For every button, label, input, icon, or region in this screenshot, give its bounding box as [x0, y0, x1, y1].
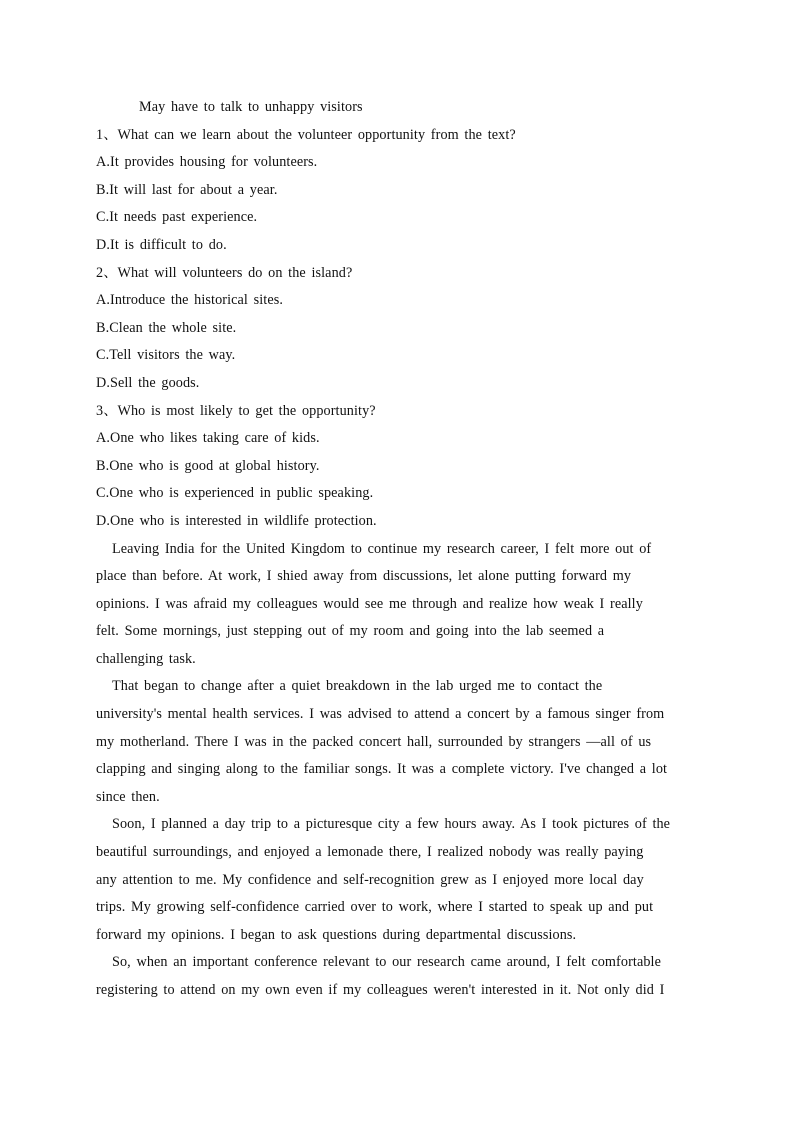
option-b: B.It will last for about a year. [96, 181, 278, 198]
option-c: C.Tell visitors the way. [96, 347, 236, 364]
option-d: D.It is difficult to do. [96, 236, 227, 253]
passage-line: my motherland. There I was in the packed concert hall, surrounded by strangers —all of us [96, 733, 652, 750]
option-c: C.One who is experienced in public speaking. [96, 485, 374, 502]
option-a: A.Introduce the historical sites. [96, 292, 283, 309]
passage-line: university's mental health services. I was advised to attend a concert by a famous singer from [96, 706, 665, 723]
passage-line: any attention to me. My confidence and self-recognition grew as I enjoyed more local day [96, 871, 644, 888]
passage-line: trips. My growing self-confidence carried over to work, where I started to speak up and put [96, 899, 654, 916]
passage-line: opinions. I was afraid my colleagues would see me through and realize how weak I really [96, 595, 643, 612]
passage-line: That began to change after a quiet breakdown in the lab urged me to contact the [112, 678, 603, 695]
option-b: B.One who is good at global history. [96, 457, 320, 474]
passage-line: So, when an important conference relevant to our research came around, I felt comfortable [112, 954, 661, 971]
passage-line: since then. [96, 788, 160, 805]
question-stem: 3、Who is most likely to get the opportunity? [96, 402, 376, 419]
option-b: B.Clean the whole site. [96, 319, 237, 336]
passage-paragraph-2 [96, 673, 696, 811]
passage-line: place than before. At work, I shied away from discussions, let alone putting forward my [96, 568, 632, 585]
question-stem: 2、What will volunteers do on the island? [96, 264, 353, 281]
passage-line: beautiful surroundings, and enjoyed a lemonade there, I realized nobody was really paying [96, 844, 644, 861]
passage-line: registering to attend on my own even if my colleagues weren't interested in it. Not only did I [96, 982, 665, 998]
document-page [96, 94, 696, 1005]
passage-line: challenging task. [96, 650, 196, 667]
passage-paragraph-1 [96, 536, 696, 674]
option-a: A.It provides housing for volunteers. [96, 154, 318, 171]
question-3 [96, 398, 696, 536]
passage-paragraph-3 [96, 811, 696, 949]
option-d: D.One who is interested in wildlife protection. [96, 512, 377, 529]
intro-line: May have to talk to unhappy visitors [139, 99, 363, 115]
question-1 [96, 122, 696, 260]
passage-line: Leaving India for the United Kingdom to continue my research career, I felt more out of [112, 540, 652, 557]
question-2 [96, 260, 696, 398]
passage-line: felt. Some mornings, just stepping out of my room and going into the lab seemed a [96, 623, 605, 640]
passage-line: forward my opinions. I began to ask questions during departmental discussions. [96, 926, 577, 943]
passage-line: clapping and singing along to the familiar songs. It was a complete victory. I've changed a lot [96, 761, 668, 778]
option-d: D.Sell the goods. [96, 374, 200, 391]
option-c: C.It needs past experience. [96, 209, 258, 226]
option-a: A.One who likes taking care of kids. [96, 430, 320, 447]
passage-paragraph-4 [96, 949, 696, 1004]
question-stem: 1、What can we learn about the volunteer opportunity from the text? [96, 126, 516, 143]
passage-line: Soon, I planned a day trip to a picturesque city a few hours away. As I took pictures of the [112, 816, 671, 833]
